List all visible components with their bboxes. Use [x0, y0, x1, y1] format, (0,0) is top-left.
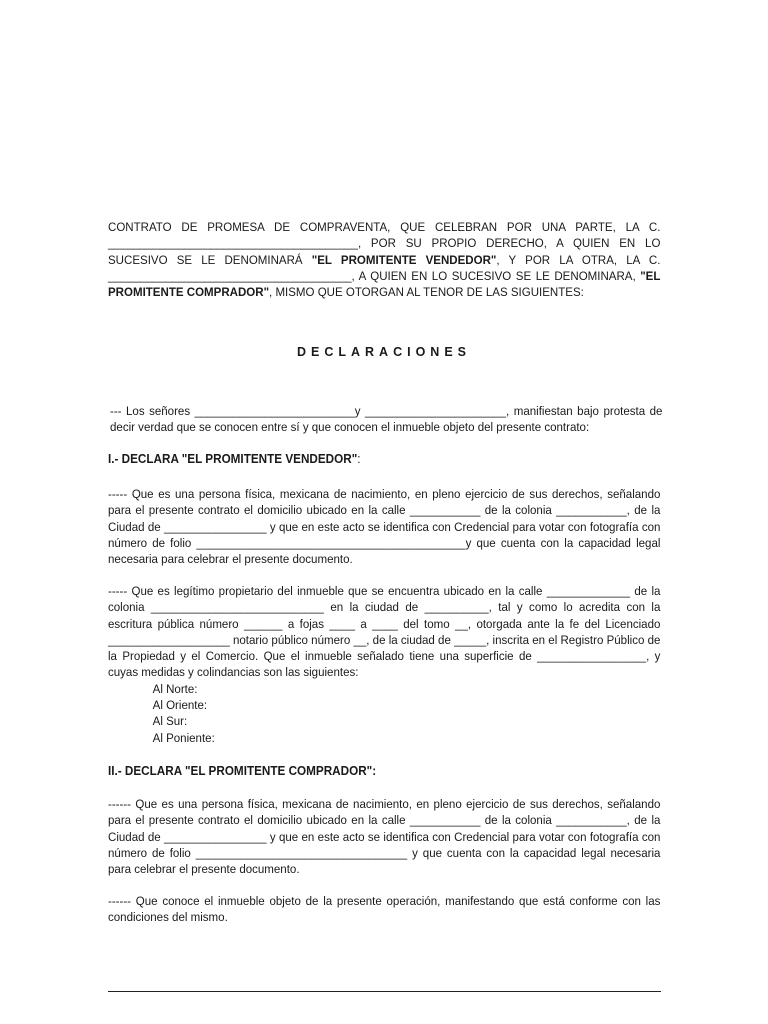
party-vendedor-name: "EL PROMITENTE VENDEDOR": [311, 252, 497, 267]
contract-intro: [108, 219, 660, 300]
colindancia-poniente: Al Poniente:: [152, 730, 215, 745]
intro-text-b: , Y POR LA OTRA, LA C. ______________________________________, A QUIEN EN LO SUCESIVO SE LE DENOMINARA,: [108, 252, 661, 283]
section-2-paragraph-persona: ------ Que es una persona física, mexicana de nacimiento, en pleno ejercicio de sus derechos, señalando para el presente contrato el domicilio ubicado en la calle ___________ de la colonia ___________, de la Ciudad de ________________ y que en este acto se identifica con Credencial para votar con fotografía con número de folio _________________________________ y que cuenta con la capacidad legal necesaria para celebrar el presente documento.: [108, 797, 661, 877]
section-2-title: II.- DECLARA "EL PROMITENTE COMPRADOR":: [108, 764, 377, 778]
section-1-title: [108, 451, 660, 467]
section-1-paragraph-propietario: [108, 583, 660, 746]
party-comprador-name: "EL PROMITENTE COMPRADOR": [108, 268, 661, 300]
paragraph-senores: --- Los señores _________________________y ______________________, manifiestan bajo protesta de decir verdad que se conocen entre sí y que conocen el inmueble objeto del presente contrato:: [110, 404, 663, 435]
declaraciones-heading: DECLARACIONES: [296, 345, 472, 359]
colindancia-sur: Al Sur:: [152, 714, 188, 729]
intro-text-c: , MISMO QUE OTORGAN AL TENOR DE LAS SIGUIENTES:: [269, 285, 584, 300]
colindancia-norte: Al Norte:: [152, 681, 198, 696]
section-1-title-colon: :: [357, 452, 361, 466]
colindancia-oriente: Al Oriente:: [152, 698, 208, 713]
section-2-paragraph-conoce: ------ Que conoce el inmueble objeto de la presente operación, manifestando que está conforme con las condiciones del mismo.: [108, 894, 661, 925]
propietario-text: ----- Que es legítimo propietario del inmueble que se encuentra ubicado en la calle _____________ de la colonia ___________________________ en la ciudad de __________, tal y como lo acredita con la escritura pública número ______ a fojas ____ a ____ del tomo __, otorgada ante la fe del Licenciado ___________________ notario público número __, de la ciudad de _____, inscrita en el Registro Público de la Propiedad y el Comercio. Que el inmueble señalado tiene una superficie de _________________, y cuyas medidas y colindancias son las siguientes:: [108, 584, 661, 680]
section-1-title-text: I.- DECLARA "EL PROMITENTE VENDEDOR": [108, 452, 358, 466]
section-1-paragraph-persona: ----- Que es una persona física, mexicana de nacimiento, en pleno ejercicio de sus derechos, señalando para el presente contrato el domicilio ubicado en la calle ___________ de la colonia ___________, de la Ciudad de ________________ y que en este acto se identifica con Credencial para votar con fotografía con número de folio __________________________________________y que cuenta con la capacidad legal necesaria para celebrar el presente documento.: [108, 487, 661, 567]
footer-divider: [108, 991, 661, 992]
intro-text-a: CONTRATO DE PROMESA DE COMPRAVENTA, QUE CELEBRAN POR UNA PARTE, LA C. _______________________________________, POR SU PROPIO DERECHO, A QUIEN EN LO SUCESIVO SE LE DENOMINARÁ: [108, 220, 661, 267]
